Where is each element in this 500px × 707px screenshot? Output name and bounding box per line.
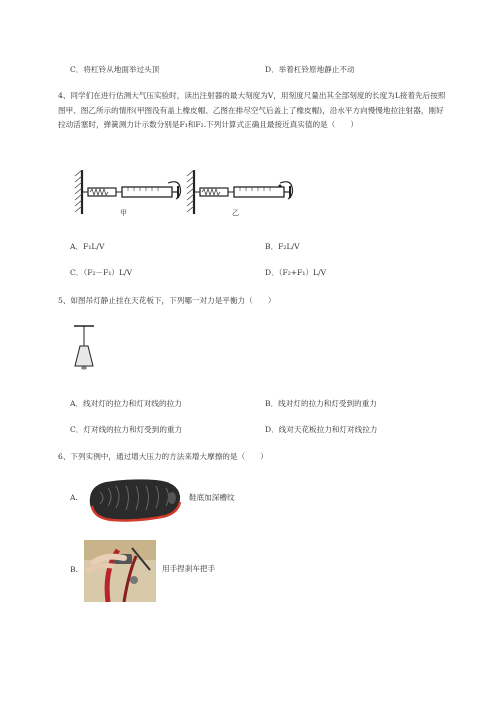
- q4-option-b: B．F₂L/V: [265, 242, 300, 251]
- question-5-text: 5、如图吊灯静止挂在天花板下，下列哪一对力是平衡力（ ）: [58, 296, 276, 305]
- q6-option-a-caption: 鞋底加深槽纹: [189, 493, 235, 502]
- hanging-lamp-figure: [70, 322, 100, 374]
- bike-brake-image: [84, 540, 156, 602]
- q6-option-b-caption: 用手捏刹车把手: [162, 564, 216, 573]
- q5-option-b: B．线对灯的拉力和灯受到的重力: [265, 399, 377, 408]
- q5-option-d: D．线对天花板拉力和灯对线拉力: [265, 425, 378, 434]
- q5-option-c: C．灯对线的拉力和灯受到的重力: [70, 425, 183, 434]
- q4-option-a: A．F₁L/V: [70, 242, 105, 251]
- q4-option-d: D．（F₂+F₁）L/V: [265, 268, 327, 277]
- syringe-experiment-figure: [72, 166, 298, 218]
- q6-option-a-letter: A.: [70, 493, 78, 502]
- q6-option-b-letter: B.: [70, 565, 78, 574]
- question-4-text: 4、同学们在进行估测大气压实验时，读出注射器的最大刻度为V，用刻度尺量出其全部刻度的长度为L接着先后按照图甲、图乙所示的情形(甲图没有盖上橡皮帽、乙图在排尽空气后盖上了橡皮帽)，沿水平方向慢慢地拉注射器，刚好拉动活塞时，弹簧测力计示数分别是F₁和F₂.下列计算式正确且最接近真实值的是（ ）: [58, 91, 446, 129]
- question-6-text: 6、下列实例中，通过增大压力的方法来增大摩擦的是（ ）: [58, 452, 268, 461]
- figure-label-yi: 乙: [232, 209, 239, 217]
- option-c: C．将杠铃从地面举过头顶: [70, 65, 160, 74]
- q5-option-a: A．线对灯的拉力和灯对线的拉力: [70, 399, 182, 408]
- figure-label-jia: 甲: [120, 209, 127, 217]
- option-d: D．举着杠铃原地静止不动: [265, 65, 355, 74]
- q4-option-c: C．（F₂－F₁）L/V: [70, 268, 133, 277]
- shoe-sole-image: [86, 474, 184, 524]
